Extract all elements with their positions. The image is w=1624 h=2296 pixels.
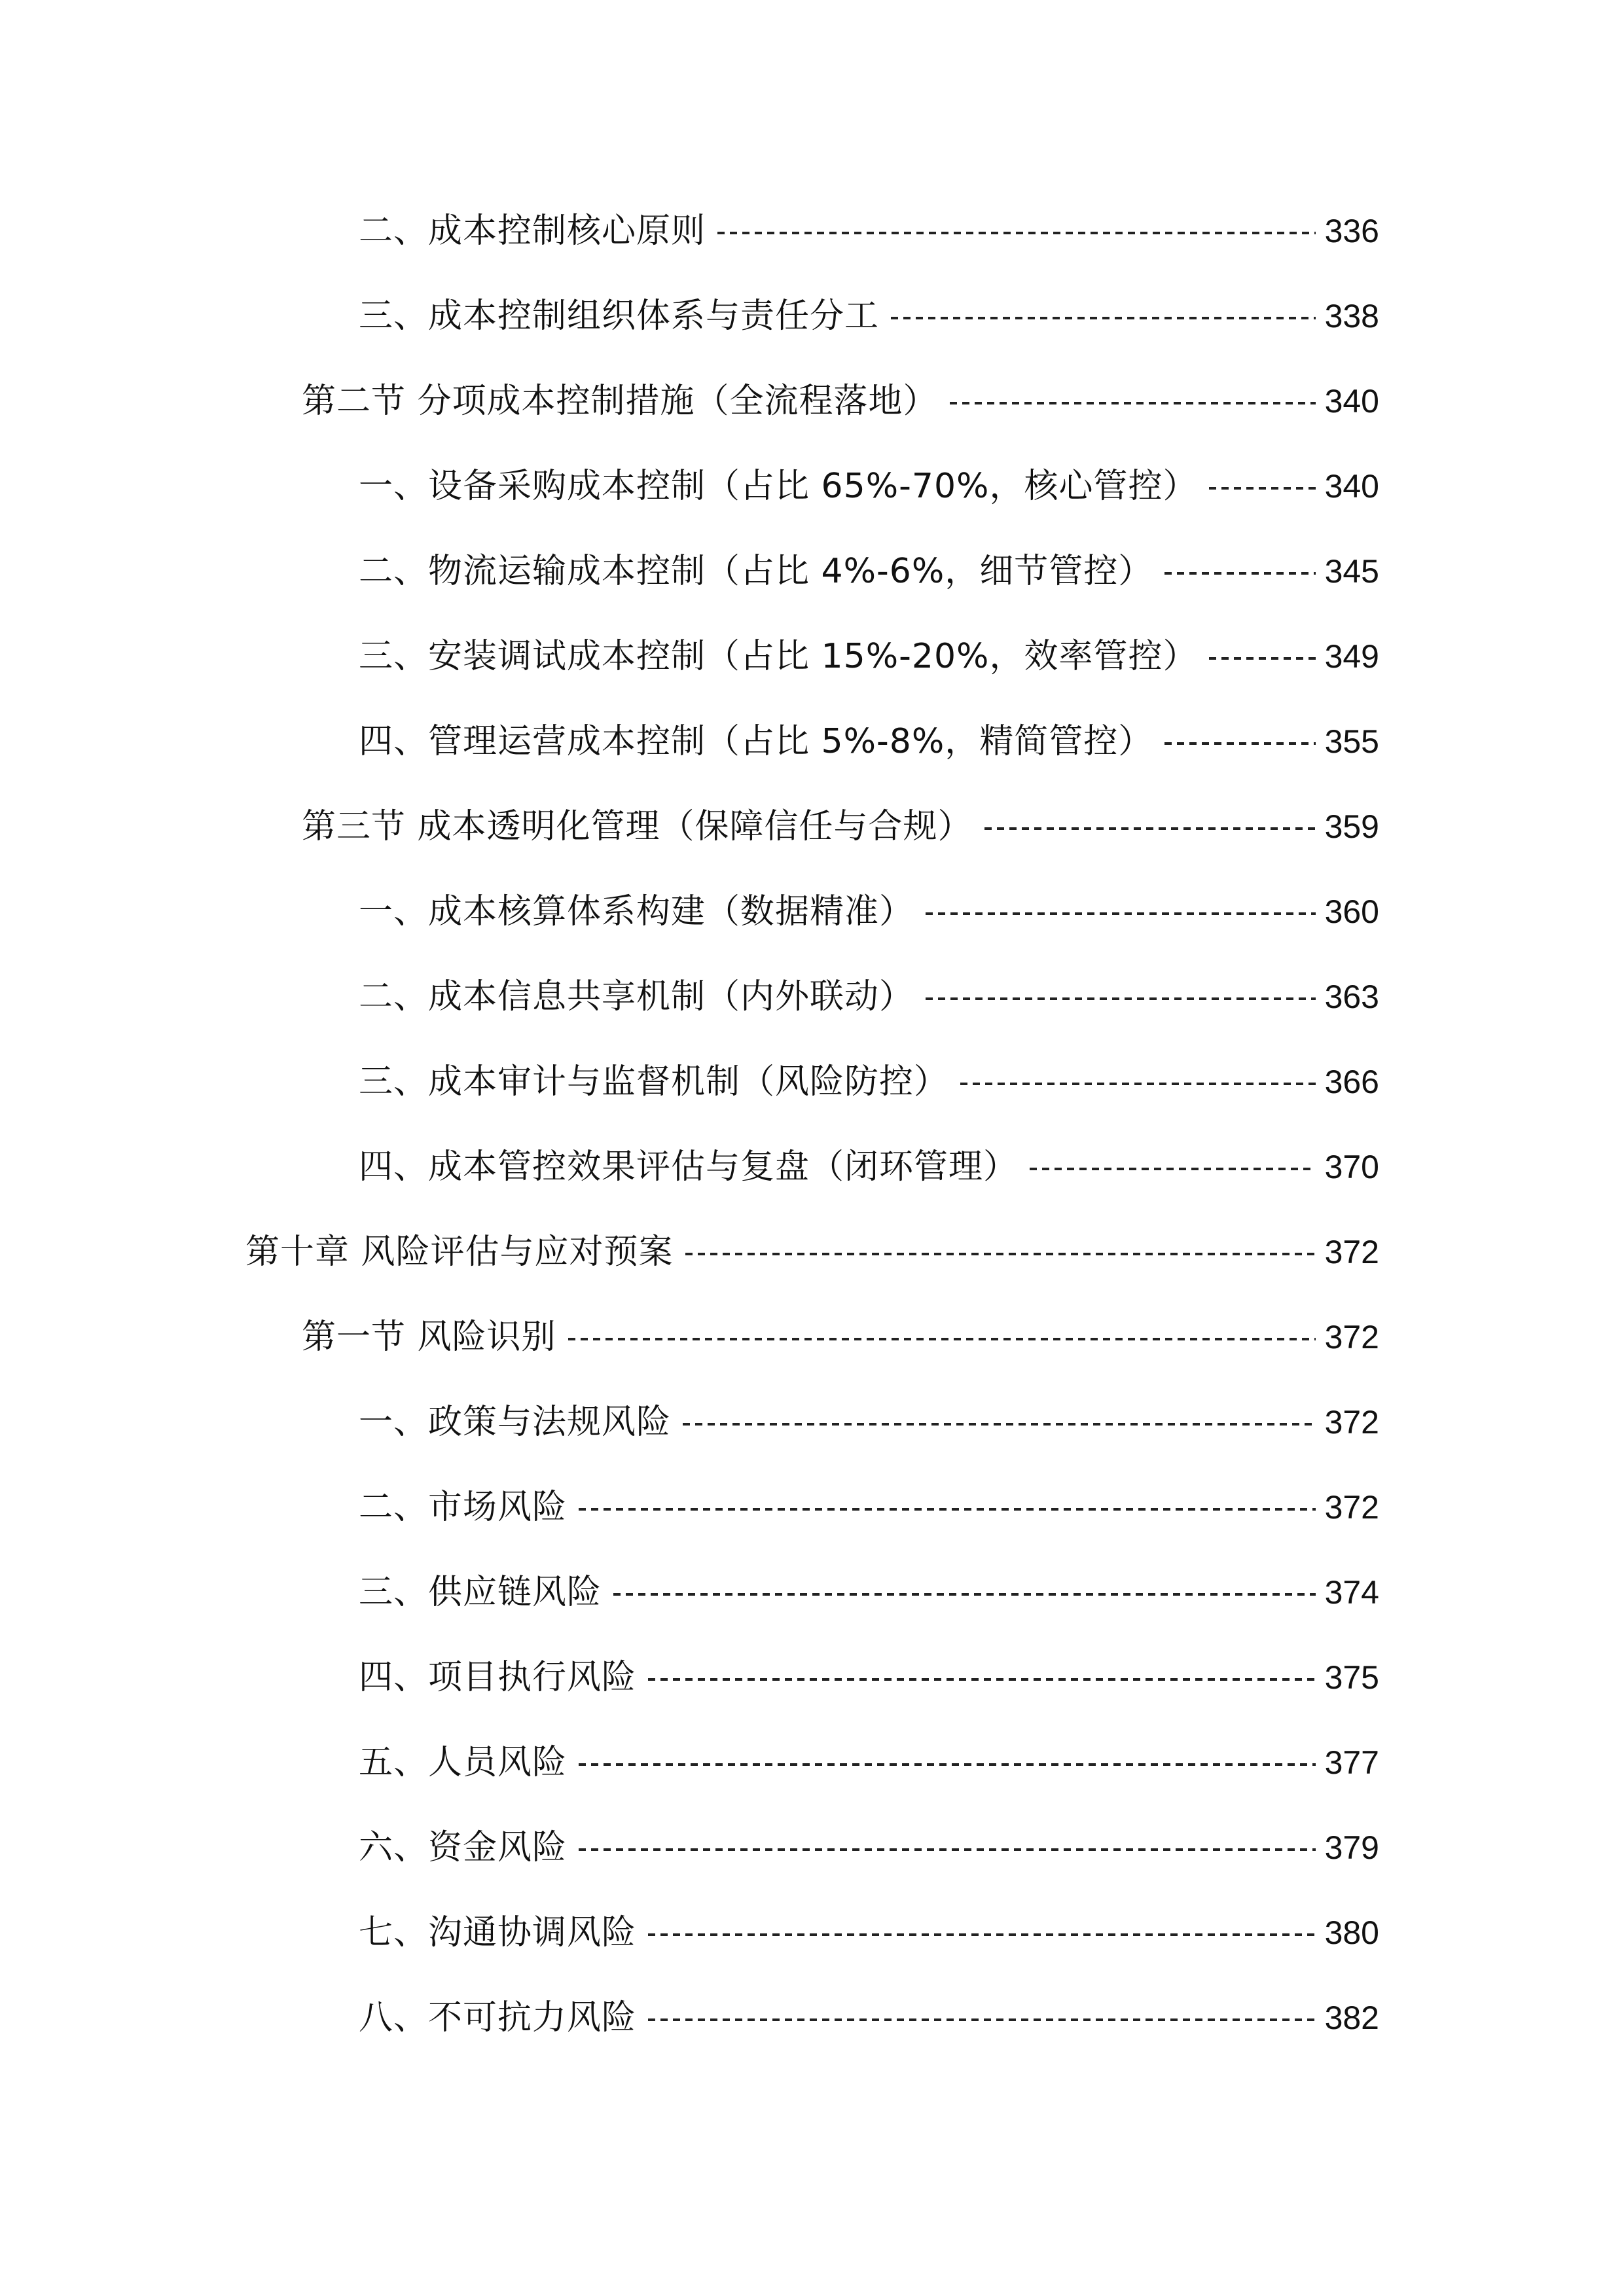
toc-entry[interactable] — [359, 1142, 1379, 1192]
toc-dot-leader — [579, 1508, 1316, 1511]
toc-dot-leader — [717, 232, 1316, 234]
toc-entry[interactable] — [359, 1993, 1379, 2043]
toc-page-number: 370 — [1324, 1149, 1379, 1185]
toc-entry[interactable] — [359, 1823, 1379, 1873]
toc-dot-leader — [685, 1253, 1316, 1255]
toc-page-number: 377 — [1324, 1744, 1379, 1781]
toc-entry-title: 第二节 分项成本控制措施（全流程落地） — [302, 382, 938, 421]
toc-page-number: 349 — [1324, 638, 1379, 675]
toc-page-number: 382 — [1324, 2000, 1379, 2036]
toc-page-number: 379 — [1324, 1829, 1379, 1866]
toc-dot-leader — [1209, 657, 1315, 660]
toc-dot-leader — [1164, 572, 1315, 575]
toc-entry[interactable] — [359, 206, 1379, 256]
toc-dot-leader — [648, 1678, 1316, 1681]
toc-entry-title: 四、成本管控效果评估与复盘（闭环管理） — [359, 1147, 1019, 1187]
toc-entry[interactable] — [359, 1397, 1379, 1447]
toc-entry[interactable] — [359, 1653, 1379, 1702]
toc-dot-leader — [950, 402, 1316, 404]
toc-page-number: 372 — [1324, 1404, 1379, 1441]
toc-dot-leader — [648, 1933, 1316, 1936]
toc-entry[interactable] — [359, 887, 1379, 937]
toc-page-number: 340 — [1324, 468, 1379, 505]
toc-entry[interactable] — [359, 461, 1379, 511]
toc-dot-leader — [579, 1848, 1316, 1851]
toc-entry[interactable] — [245, 1227, 1379, 1277]
toc-page-number: 380 — [1324, 1914, 1379, 1951]
toc-page-number: 336 — [1324, 213, 1379, 249]
toc-entry-title: 八、不可抗力风险 — [359, 1998, 637, 2037]
toc-entry-title: 五、人员风险 — [359, 1743, 568, 1782]
toc-dot-leader — [1030, 1168, 1316, 1170]
toc-entry-title: 四、项目执行风险 — [359, 1658, 637, 1697]
toc-page-number: 372 — [1324, 1489, 1379, 1526]
toc-page-number: 375 — [1324, 1659, 1379, 1696]
toc-entry-title: 一、成本核算体系构建（数据精准） — [359, 892, 914, 931]
toc-page-number: 360 — [1324, 893, 1379, 930]
toc-entry[interactable] — [302, 376, 1379, 426]
toc-entry-title: 二、物流运输成本控制（占比 4%-6%，细节管控） — [359, 552, 1153, 591]
toc-dot-leader — [648, 2018, 1316, 2021]
toc-entry-title: 六、资金风险 — [359, 1828, 568, 1867]
toc-entry-title: 第十章 风险评估与应对预案 — [245, 1232, 674, 1272]
toc-entry-title: 第一节 风险识别 — [302, 1318, 556, 1357]
toc-entry-title: 七、沟通协调风险 — [359, 1913, 637, 1952]
toc-page-number: 372 — [1324, 1319, 1379, 1355]
toc-page-number: 366 — [1324, 1064, 1379, 1100]
toc-entry[interactable] — [359, 972, 1379, 1022]
toc-page-number: 345 — [1324, 553, 1379, 590]
toc-entry-title: 二、成本控制核心原则 — [359, 211, 706, 251]
toc-dot-leader — [579, 1763, 1316, 1766]
toc-page-number: 372 — [1324, 1234, 1379, 1270]
toc-entry[interactable] — [302, 1312, 1379, 1362]
toc-entry[interactable] — [359, 1568, 1379, 1617]
toc-page-number: 359 — [1324, 808, 1379, 845]
toc-dot-leader — [926, 912, 1316, 915]
toc-page-number: 374 — [1324, 1574, 1379, 1611]
toc-entry[interactable] — [359, 632, 1379, 681]
toc-entry[interactable] — [359, 1482, 1379, 1532]
toc-entry[interactable] — [302, 802, 1379, 852]
toc-entry-title: 三、成本审计与监督机制（风险防控） — [359, 1062, 949, 1102]
toc-entry[interactable] — [359, 291, 1379, 341]
toc-entry-title: 三、安装调试成本控制（占比 15%-20%，效率管控） — [359, 637, 1198, 676]
toc-entry-title: 四、管理运营成本控制（占比 5%-8%，精简管控） — [359, 722, 1153, 761]
toc-dot-leader — [613, 1593, 1316, 1596]
toc-entry-title: 二、成本信息共享机制（内外联动） — [359, 977, 914, 1016]
toc-dot-leader — [683, 1423, 1316, 1426]
toc-dot-leader — [1209, 487, 1315, 490]
toc-entry-title: 三、供应链风险 — [359, 1573, 602, 1612]
toc-page-number: 338 — [1324, 298, 1379, 334]
toc-entry[interactable] — [359, 1738, 1379, 1787]
toc-entry[interactable] — [359, 1057, 1379, 1107]
toc-entry-title: 三、成本控制组织体系与责任分工 — [359, 296, 880, 336]
toc-entry-title: 一、设备采购成本控制（占比 65%-70%，核心管控） — [359, 467, 1198, 506]
toc-entry[interactable] — [359, 547, 1379, 596]
toc-entry-title: 二、市场风险 — [359, 1488, 568, 1527]
toc-dot-leader — [1164, 742, 1315, 745]
toc-dot-leader — [926, 997, 1316, 1000]
toc-dot-leader — [960, 1083, 1316, 1085]
toc-dot-leader — [568, 1338, 1316, 1340]
toc-entry-title: 一、政策与法规风险 — [359, 1403, 672, 1442]
toc-entry[interactable] — [359, 1908, 1379, 1958]
toc-page-number: 355 — [1324, 723, 1379, 760]
toc-page-number: 363 — [1324, 978, 1379, 1015]
toc-entry-title: 第三节 成本透明化管理（保障信任与合规） — [302, 807, 973, 846]
toc-entry[interactable] — [359, 717, 1379, 766]
toc-dot-leader — [984, 827, 1316, 830]
toc-page-number: 340 — [1324, 383, 1379, 420]
toc-dot-leader — [891, 317, 1316, 319]
